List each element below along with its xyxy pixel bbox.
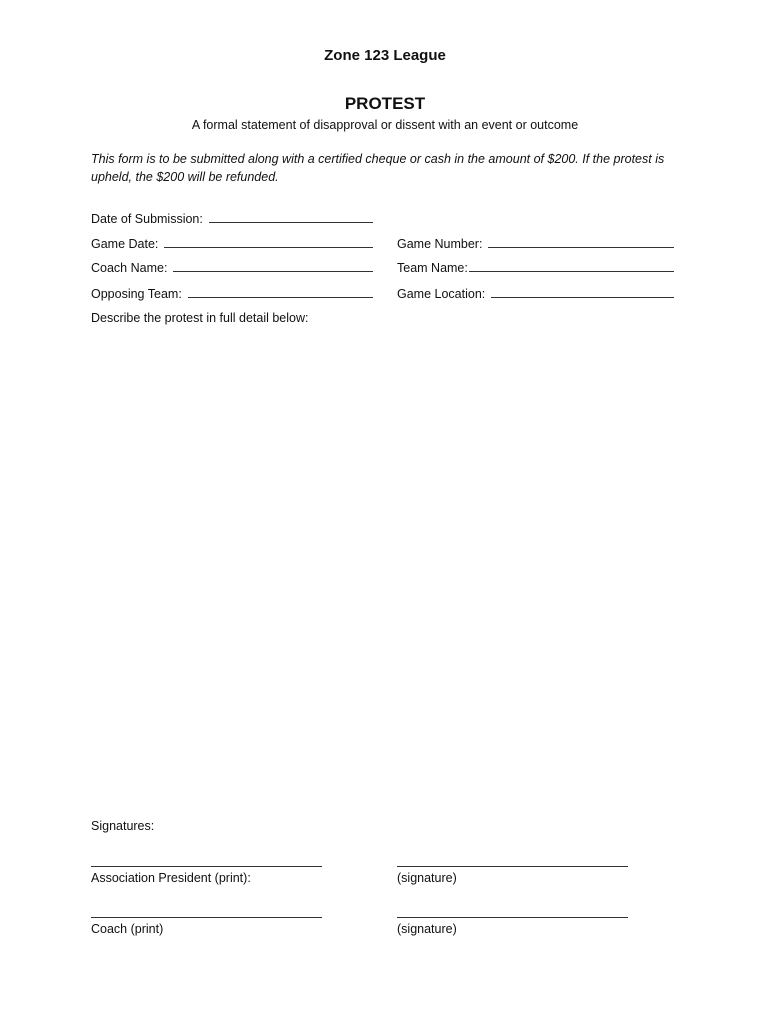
game-number-field[interactable] [397,236,674,252]
date-of-submission-label: Date of Submission: [91,212,203,226]
opposing-team-label: Opposing Team: [91,287,182,301]
coach-signature-label: (signature) [397,922,457,936]
payment-notice: This form is to be submitted along with a certified cheque or cash in the amount of $200. If the protest is upheld, the $200 will be refunded. [91,152,665,184]
coach-name-label: Coach Name: [91,261,168,275]
opposing-team-blank[interactable] [188,286,373,298]
president-print-line[interactable] [91,866,322,867]
league-name: Zone 123 League [324,47,446,64]
team-name-blank[interactable] [469,260,674,272]
coach-name-field[interactable] [91,260,373,276]
team-name-label: Team Name: [397,261,468,275]
form-subtitle: A formal statement of disapproval or dissent with an event or outcome [191,118,579,132]
game-location-blank[interactable] [491,286,674,298]
game-number-blank[interactable] [488,236,674,248]
coach-print-line[interactable] [91,917,322,918]
president-signature-line[interactable] [397,866,628,867]
description-area[interactable] [91,332,681,802]
opposing-team-field[interactable] [91,286,373,302]
coach-name-blank[interactable] [173,260,373,272]
game-date-blank[interactable] [164,236,373,248]
president-print-label: Association President (print): [91,871,251,885]
president-signature-label: (signature) [397,871,457,885]
coach-print-label: Coach (print) [91,922,164,936]
game-location-label: Game Location: [397,287,486,301]
team-name-field[interactable] [397,260,674,276]
game-date-field[interactable] [91,236,373,252]
signatures-heading: Signatures: [91,819,155,833]
game-number-label: Game Number: [397,237,483,251]
game-location-field[interactable] [397,286,674,302]
date-of-submission-field[interactable] [91,211,373,227]
form-title: PROTEST [344,94,426,113]
describe-label: Describe the protest in full detail below: [91,311,309,325]
date-of-submission-blank[interactable] [209,211,373,223]
game-date-label: Game Date: [91,237,159,251]
coach-signature-line[interactable] [397,917,628,918]
